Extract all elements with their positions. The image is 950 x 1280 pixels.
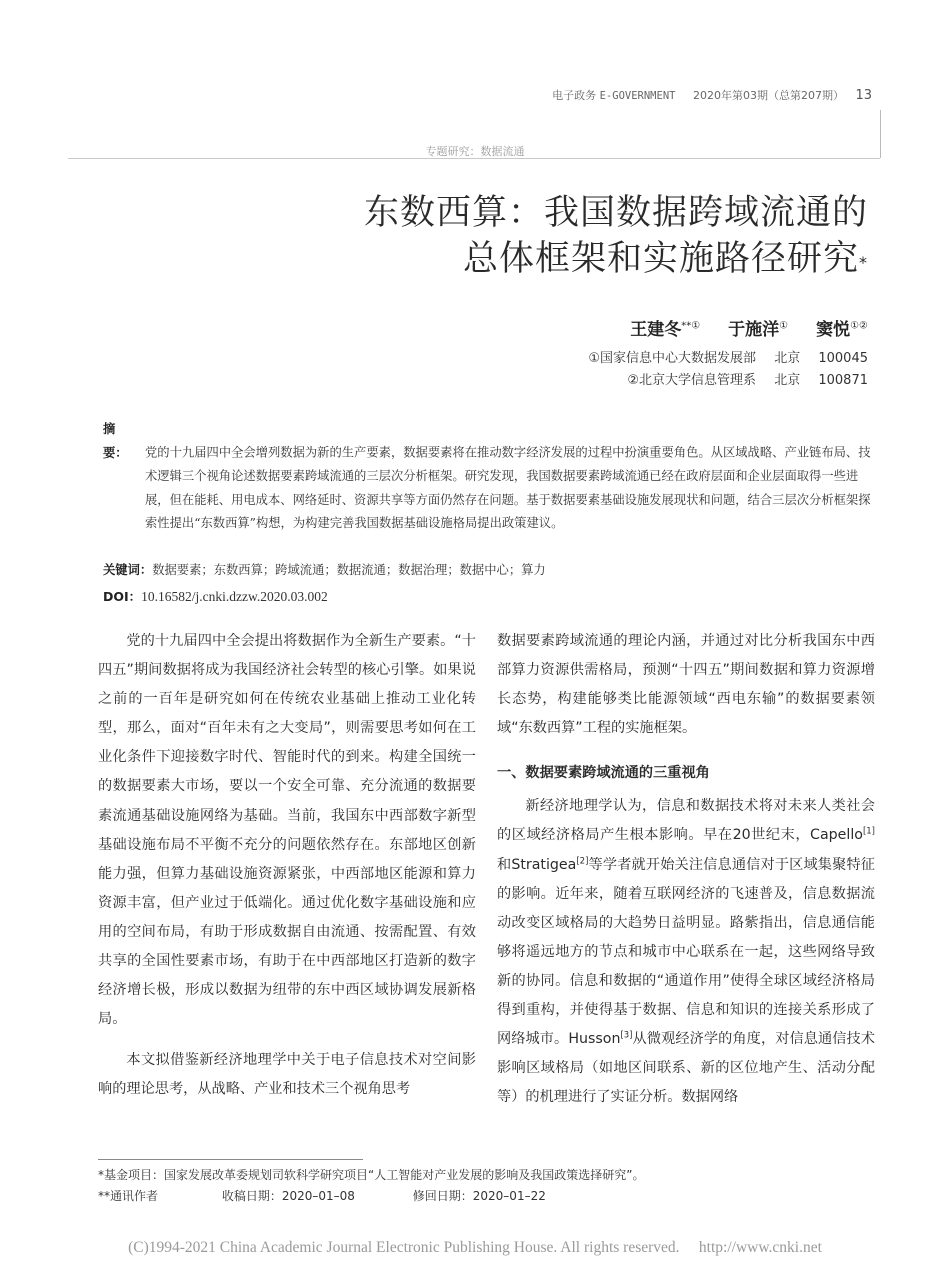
doi-value: 10.16582/j.cnki.dzzw.2020.03.002 — [141, 589, 328, 604]
section-heading: 一、数据要素跨域流通的三重视角 — [497, 765, 710, 782]
footnote-dates — [98, 1187, 546, 1204]
citation-ref[interactable]: [3] — [620, 1030, 633, 1041]
keywords — [103, 560, 546, 578]
footnote-rule — [98, 1159, 363, 1160]
doi — [103, 587, 328, 605]
section-label: 专题研究：数据流通 — [425, 145, 525, 158]
affiliation-zip: 100045 — [818, 351, 868, 366]
body-column-left — [98, 627, 476, 1105]
corresponding-author-note: **通讯作者 — [98, 1189, 159, 1203]
paragraph-text: 等学者就开始关注信息通信对于区域集聚特征的影响。近年来，随着互联网经济的飞速普及，信息数据流动改变区域格局的大趋势日益明显。路紫指出，信息通信能够将遥远地方的节点和城市中心联系在一起，这些网络导致新的协同。信息和数据的“通道作用”使得全球区域经济格局得到重构，并使得基于数据、信息和知识的连接关系形成了网络城市。Husson — [497, 856, 875, 1048]
journal-name-cn: 电子政务 — [552, 89, 597, 102]
author-name: 窦悦 — [816, 320, 851, 340]
abstract-text: 党的十九届四中全会增列数据为新的生产要素，数据要素将在推动数字经济发展的过程中扮演重要角色。从区域战略、产业链布局、技术逻辑三个视角论述数据要素跨域流通的三层次分析框架。研究发现，我国数据要素跨域流通已经在政府层面和企业层面取得一些进展，但在能耗、用电成本、网络延时、资源共享等方面仍然存在问题。基于数据要素基础设施发展现状和问题，结合三层次分析框架探索性提出“东数西算”构想，为构建完善我国数据基础设施格局提出政策建议。 — [145, 445, 871, 530]
copyright-watermark: (C)1994-2021 China Academic Journal Electronic Publishing House. All rights reserved. http://www.cnki.net — [128, 1239, 822, 1256]
title-line-1: 东数西算：我国数据跨域流通的 — [363, 193, 868, 233]
abstract — [103, 418, 873, 536]
paragraph-text: 新经济地理学认为，信息和数据技术将对未来人类社会的区域经济格局产生根本影响。早在20世纪末，Capello — [497, 798, 875, 844]
body-paragraph: 党的十九届四中全会提出将数据作为全新生产要素。“十四五”期间数据将成为我国经济社会转型的核心引擎。如果说之前的一百年是研究如何在传统农业基础上推动工业化转型，那么，面对“百年未有之大变局”，则需要思考如何在工业化条件下迎接数字时代、智能时代的到来。构建全国统一的数据要素大市场，要以一个安全可靠、充分流通的数据要素流通基础设施网络为基础。当前，我国东中西部数字新型基础设施布局不平衡不充分的问题依然存在。东部地区创新能力强，但算力基础设施资源紧张，中西部地区能源和算力资源丰富，但产业过于低端化。通过优化数字基础设施和应用的空间布局，有助于形成数据自由流通、按需配置、有效共享的全国性要素市场，有助于在中西部地区打造新的数字经济增长极，形成以数据为纽带的东中西区域协调发展新格局。 — [98, 633, 476, 1028]
body-paragraph — [497, 792, 875, 1112]
affiliation-org: ②北京大学信息管理系 — [627, 373, 757, 388]
affiliation — [627, 369, 868, 388]
title-footnote-mark: * — [859, 253, 868, 272]
paper-title — [364, 190, 868, 282]
author-sup: **① — [681, 320, 701, 332]
abstract-label: 摘 要： — [103, 422, 128, 460]
keywords-label: 关键词： — [103, 563, 153, 577]
journal-name-en: E-GOVERNMENT — [599, 90, 676, 102]
affiliation-zip: 100871 — [818, 373, 868, 388]
body-paragraph: 本文拟借鉴新经济地理学中关于电子信息技术对空间影响的理论思考，从战略、产业和技术三个视角思考 — [98, 1052, 476, 1098]
citation-ref[interactable]: [1] — [862, 826, 875, 837]
body-paragraph: 数据要素跨域流通的理论内涵，并通过对比分析我国东中西部算力资源供需格局，预测“十四五”期间数据和算力资源增长态势，构建能够类比能源领域“西电东输”的数据要素领域“东数西算”工程的实施框架。 — [497, 633, 875, 737]
header-rule — [68, 158, 880, 159]
running-header — [552, 87, 872, 103]
affiliation-city: 北京 — [774, 373, 801, 388]
paragraph-text: 从微观经济学的角度，对信息通信技术影响区域格局（如地区间联系、新的区位地产生、活动分配等）的机理进行了实证分析。数据网络 — [497, 1031, 875, 1106]
revised-date: 修回日期：2020–01–22 — [412, 1189, 546, 1203]
received-date: 收稿日期：2020–01–08 — [221, 1189, 355, 1203]
affiliation-org: ①国家信息中心大数据发展部 — [588, 351, 757, 366]
citation-ref[interactable]: [2] — [576, 855, 589, 866]
paragraph-text: 和Stratigea — [497, 856, 577, 873]
body-column-right — [497, 627, 875, 1112]
page-number: 13 — [855, 88, 872, 103]
issue-info: 2020年第03期（总第207期） — [692, 89, 844, 102]
author-sup: ①② — [850, 320, 868, 332]
affiliation — [588, 347, 868, 366]
author-name: 于施洋 — [728, 320, 780, 340]
keywords-text: 数据要素；东数西算；跨域流通；数据流通；数据治理；数据中心；算力 — [152, 563, 546, 577]
doi-label: DOI： — [103, 589, 142, 604]
title-line-2: 总体框架和实施路径研究 — [462, 239, 859, 279]
affiliation-city: 北京 — [774, 351, 801, 366]
author-name: 王建冬 — [630, 320, 682, 340]
author-list — [630, 315, 868, 340]
footnote-fund: *基金项目：国家发展改革委规划司软科学研究项目“人工智能对产业发展的影响及我国政策选择研究”。 — [98, 1168, 645, 1182]
author-sup: ① — [779, 320, 789, 332]
